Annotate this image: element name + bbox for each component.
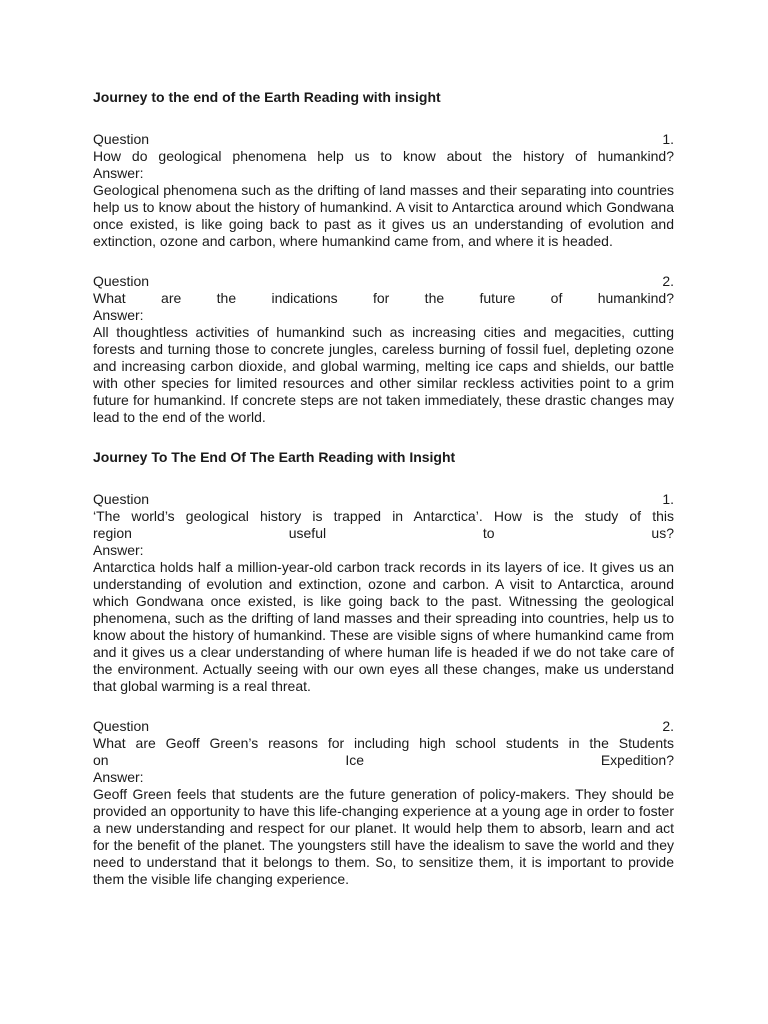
question-text-line-2: on Ice Expedition? bbox=[93, 752, 674, 768]
question-text: What are the indications for the future of humankind? bbox=[93, 290, 674, 306]
question-number: 1. bbox=[662, 131, 674, 147]
question-label-row bbox=[93, 491, 674, 508]
question-text-line-1: What are Geoff Green’s reasons for including high school students in the Students bbox=[93, 735, 674, 751]
answer-text: All thoughtless activities of humankind such as increasing cities and megacities, cutting forests and turning those to concrete jungles, careless burning of fossil fuel, depleting ozone and increasing carbon dioxide, and global warming, melting ice caps and shields, our battle with other species for limited resources and other similar reckless activities point to a grim future for humankind. If concrete steps are not taken immediately, these drastic changes may lead to the end of the world. bbox=[93, 324, 674, 425]
answer-label: Answer: bbox=[93, 542, 144, 558]
answer-text: Geoff Green feels that students are the future generation of policy-makers. They should be provided an opportunity to have this life-changing experience at a young age in order to foster a new understanding and respect for our planet. It would help them to absorb, learn and act for the benefit of the planet. The youngsters still have the idealism to save the world and they need to understand that it belongs to them. So, to sensitize them, it is important to provide them the visible life changing experience. bbox=[93, 786, 674, 887]
question-block-3 bbox=[93, 491, 674, 695]
question-block-2 bbox=[93, 273, 674, 426]
section-2 bbox=[93, 449, 674, 888]
question-label-row bbox=[93, 273, 674, 290]
question-label-row bbox=[93, 718, 674, 735]
question-label: Question bbox=[93, 131, 150, 147]
question-text-line-1: ‘The world’s geological history is trapped in Antarctica’. How is the study of this bbox=[93, 508, 674, 524]
question-block-1 bbox=[93, 131, 674, 250]
answer-text: Antarctica holds half a million-year-old carbon track records in its layers of ice. It gives us an understanding of evolution and extinction, ozone and carbon. A visit to Antarctica, around which Gondwana once existed, is like going back to the past. Witnessing the geological phenomena, such as the drifting of land masses and their spreading into countries, help us to know about the history of humankind. These are visible signs of where humankind came from and it gives us a clear understanding of where human life is headed if we do not take care of the environment. Actually seeing with our own eyes all these changes, make us understand that global warming is a real threat. bbox=[93, 559, 674, 694]
section-heading: Journey To The End Of The Earth Reading with Insight bbox=[93, 449, 456, 465]
question-number: 1. bbox=[662, 491, 674, 507]
answer-label: Answer: bbox=[93, 307, 144, 323]
section-heading: Journey to the end of the Earth Reading with insight bbox=[93, 89, 441, 105]
section-1 bbox=[93, 89, 674, 426]
question-label: Question bbox=[93, 491, 150, 507]
question-text-line-2: region useful to us? bbox=[93, 525, 674, 541]
question-number: 2. bbox=[662, 718, 674, 734]
answer-text: Geological phenomena such as the drifting of land masses and their separating into countries help us to know about the history of humankind. A visit to Antarctica around which Gondwana once existed, is like going back to past as it gives us an understanding of evolution and extinction, ozone and carbon, where humankind came from, and where it is headed. bbox=[93, 182, 674, 249]
answer-label: Answer: bbox=[93, 165, 144, 181]
question-text: How do geological phenomena help us to know about the history of humankind? bbox=[93, 148, 674, 164]
question-block-4 bbox=[93, 718, 674, 888]
question-label: Question bbox=[93, 718, 150, 734]
question-label: Question bbox=[93, 273, 150, 289]
question-label-row bbox=[93, 131, 674, 148]
answer-label: Answer: bbox=[93, 769, 144, 785]
question-number: 2. bbox=[662, 273, 674, 289]
